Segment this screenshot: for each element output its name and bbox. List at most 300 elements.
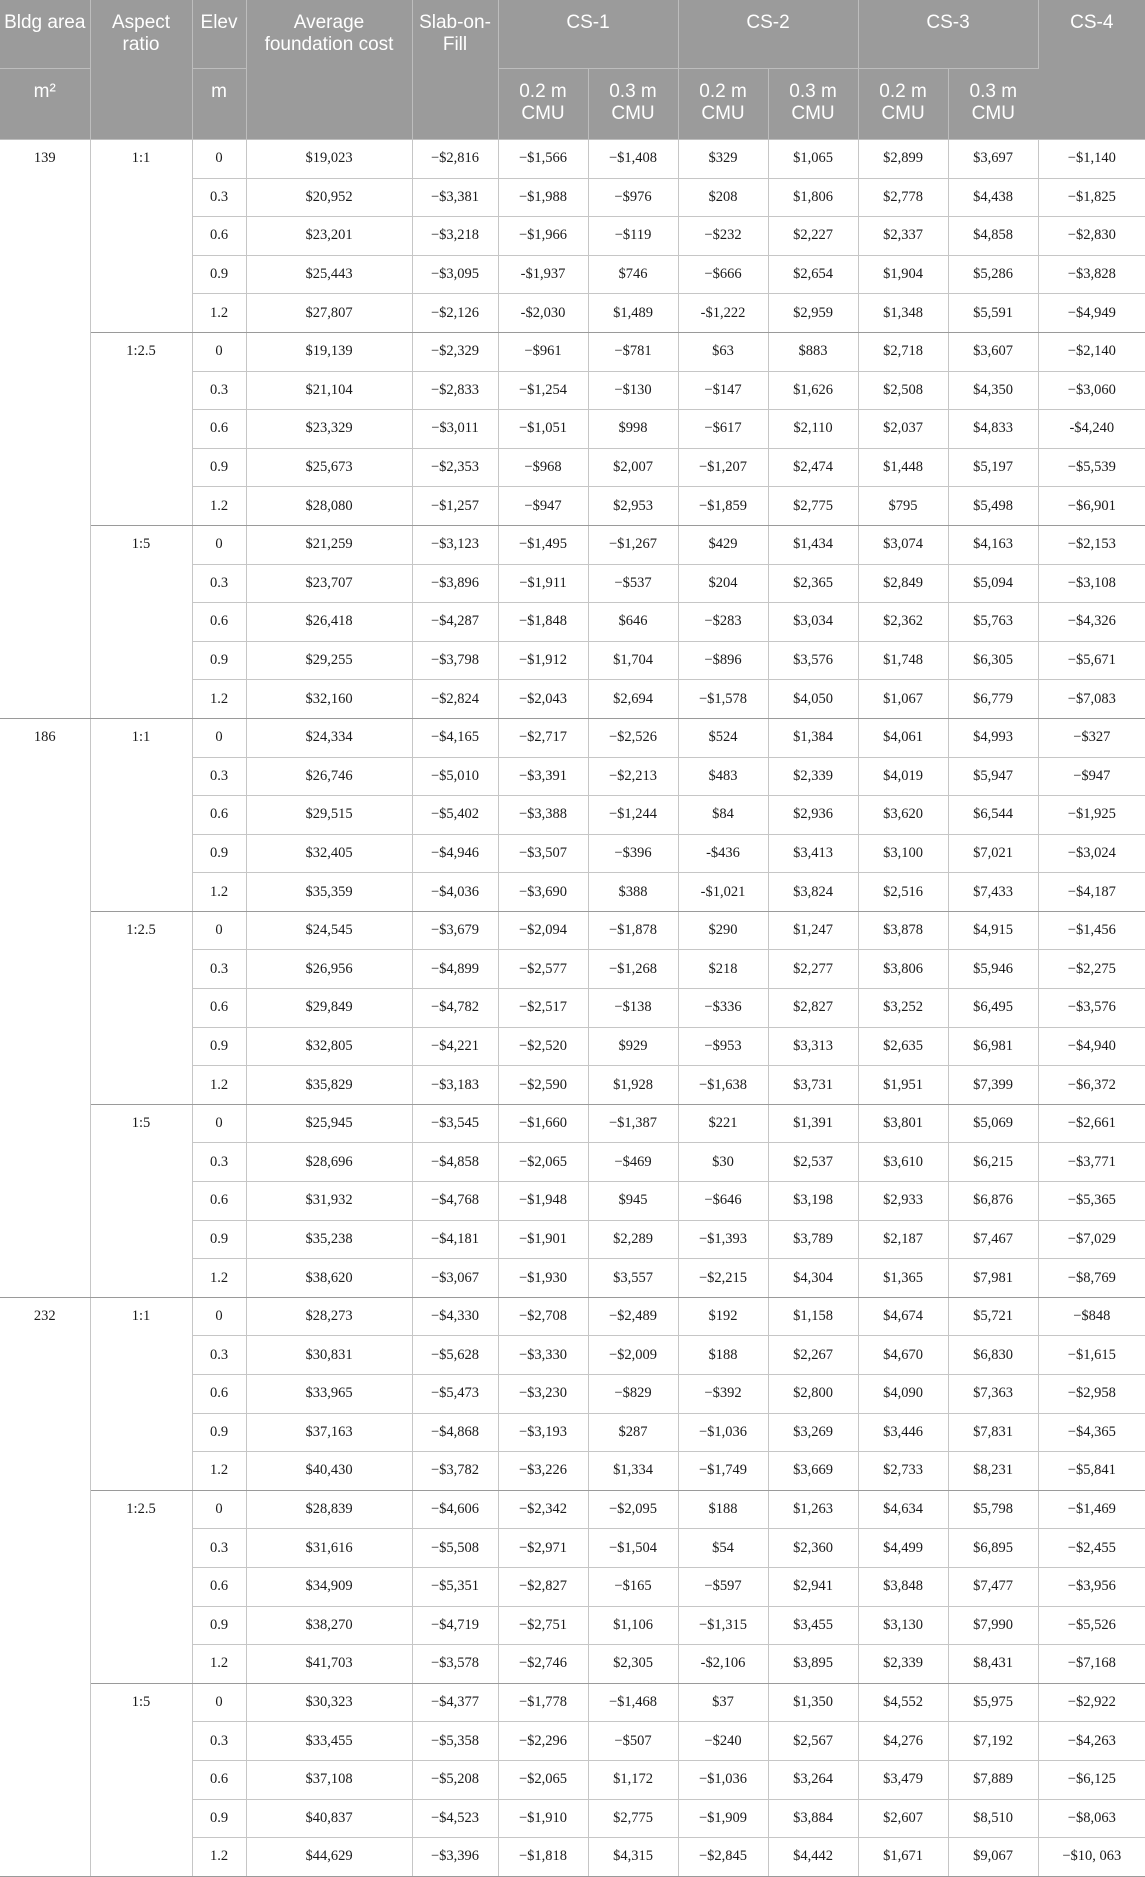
cell-cs4: −$3,828	[1038, 255, 1145, 294]
cell-cs4: −$8,769	[1038, 1259, 1145, 1298]
cell-cs1-02: −$3,193	[498, 1413, 588, 1452]
cell-cs1-03: −$2,095	[588, 1490, 678, 1529]
cell-cs1-03: $2,775	[588, 1799, 678, 1838]
cell-cs1-02: −$2,094	[498, 911, 588, 950]
cell-cs3-03: $4,993	[948, 718, 1038, 757]
cell-elev: 0.3	[192, 178, 246, 217]
cell-cs2-02: −$1,909	[678, 1799, 768, 1838]
cell-elev: 0.6	[192, 796, 246, 835]
cell-cs4: −$2,275	[1038, 950, 1145, 989]
cell-cs4: −$7,083	[1038, 680, 1145, 719]
cell-cs2-02: $221	[678, 1104, 768, 1143]
cell-cs3-02: $2,607	[858, 1799, 948, 1838]
cell-cs1-02: −$1,930	[498, 1259, 588, 1298]
cell-aspect-ratio: 1:2.5	[90, 911, 192, 1104]
cell-cs3-03: $4,163	[948, 525, 1038, 564]
cell-cs1-02: −$3,391	[498, 757, 588, 796]
cell-cs3-03: $7,363	[948, 1375, 1038, 1414]
cell-cs2-03: $1,247	[768, 911, 858, 950]
cell-aspect-ratio: 1:1	[90, 718, 192, 911]
cell-average-cost: $29,515	[246, 796, 412, 835]
cell-slab-on-fill: −$3,396	[412, 1838, 498, 1877]
cell-cs1-02: −$2,746	[498, 1645, 588, 1684]
cell-cs3-03: $6,981	[948, 1027, 1038, 1066]
cell-cs4: −$5,841	[1038, 1452, 1145, 1491]
cell-cs1-02: −$1,948	[498, 1182, 588, 1221]
cell-elev: 1.2	[192, 1066, 246, 1105]
table-header	[0, 0, 1145, 140]
cell-elev: 0.3	[192, 1336, 246, 1375]
table-row	[0, 718, 1145, 757]
cell-cs3-03: $8,431	[948, 1645, 1038, 1684]
cell-elev: 0.9	[192, 1799, 246, 1838]
cell-cs3-02: $795	[858, 487, 948, 526]
cell-cs1-03: −$1,878	[588, 911, 678, 950]
cell-cs1-03: −$1,408	[588, 140, 678, 179]
cell-average-cost: $28,080	[246, 487, 412, 526]
cell-cs3-03: $6,305	[948, 641, 1038, 680]
cell-cs1-02: −$2,827	[498, 1567, 588, 1606]
cell-cs2-03: $3,413	[768, 834, 858, 873]
cell-elev: 1.2	[192, 294, 246, 333]
cell-average-cost: $33,455	[246, 1722, 412, 1761]
cell-slab-on-fill: −$5,208	[412, 1760, 498, 1799]
cell-cs1-03: −$2,009	[588, 1336, 678, 1375]
table-row	[0, 1490, 1145, 1529]
cell-aspect-ratio: 1:2.5	[90, 1490, 192, 1683]
cell-slab-on-fill: −$3,067	[412, 1259, 498, 1298]
cell-aspect-ratio: 1:1	[90, 1297, 192, 1490]
cell-elev: 1.2	[192, 680, 246, 719]
cell-average-cost: $25,945	[246, 1104, 412, 1143]
cell-cs4: −$2,140	[1038, 332, 1145, 371]
cell-slab-on-fill: −$3,183	[412, 1066, 498, 1105]
cell-cs2-02: −$1,859	[678, 487, 768, 526]
cell-cs1-02: −$3,230	[498, 1375, 588, 1414]
cell-cs1-03: $1,172	[588, 1760, 678, 1799]
cell-cs3-03: $7,467	[948, 1220, 1038, 1259]
cell-cs3-02: $2,337	[858, 217, 948, 256]
cell-average-cost: $28,696	[246, 1143, 412, 1182]
cell-cs3-03: $8,231	[948, 1452, 1038, 1491]
header-cs4: CS-4	[1038, 0, 1145, 140]
header-cs3-cmu-02: 0.2 m CMU	[858, 69, 948, 140]
header-elev: Elev	[192, 0, 246, 69]
cell-cs3-03: $6,544	[948, 796, 1038, 835]
cell-cs3-03: $7,477	[948, 1567, 1038, 1606]
cell-cs3-03: $5,591	[948, 294, 1038, 333]
cell-average-cost: $19,139	[246, 332, 412, 371]
cell-cs2-03: $3,669	[768, 1452, 858, 1491]
cell-cs1-02: −$2,065	[498, 1760, 588, 1799]
header-unit-elev: m	[192, 69, 246, 140]
cell-cs3-02: $1,348	[858, 294, 948, 333]
cell-slab-on-fill: −$5,402	[412, 796, 498, 835]
cell-cs1-03: −$1,244	[588, 796, 678, 835]
cell-cs1-02: −$2,751	[498, 1606, 588, 1645]
cell-cs3-03: $5,798	[948, 1490, 1038, 1529]
cell-cs1-02: -$1,937	[498, 255, 588, 294]
cell-average-cost: $44,629	[246, 1838, 412, 1877]
cell-cs1-02: −$1,818	[498, 1838, 588, 1877]
cell-cs3-02: $1,951	[858, 1066, 948, 1105]
table-row	[0, 525, 1145, 564]
cell-cs1-02: −$1,660	[498, 1104, 588, 1143]
cell-average-cost: $32,805	[246, 1027, 412, 1066]
cell-cs3-02: $3,620	[858, 796, 948, 835]
cell-cs4: −$6,125	[1038, 1760, 1145, 1799]
cell-cs2-03: $3,895	[768, 1645, 858, 1684]
cell-cs2-03: $1,158	[768, 1297, 858, 1336]
cell-slab-on-fill: −$4,768	[412, 1182, 498, 1221]
cell-cs4: −$2,455	[1038, 1529, 1145, 1568]
cell-cs3-02: $2,508	[858, 371, 948, 410]
cell-cs2-03: $2,800	[768, 1375, 858, 1414]
cell-slab-on-fill: −$4,946	[412, 834, 498, 873]
cell-cs1-02: −$2,065	[498, 1143, 588, 1182]
cell-cs2-03: $1,806	[768, 178, 858, 217]
cell-slab-on-fill: −$2,126	[412, 294, 498, 333]
cell-elev: 0.9	[192, 448, 246, 487]
cell-cs2-02: $524	[678, 718, 768, 757]
cell-average-cost: $31,616	[246, 1529, 412, 1568]
table-row	[0, 911, 1145, 950]
cell-average-cost: $37,108	[246, 1760, 412, 1799]
cell-slab-on-fill: −$4,782	[412, 989, 498, 1028]
cell-cs2-03: $2,654	[768, 255, 858, 294]
cell-cs4: −$8,063	[1038, 1799, 1145, 1838]
cell-cs2-02: −$666	[678, 255, 768, 294]
cell-cs4: −$1,615	[1038, 1336, 1145, 1375]
cell-cs4: −$3,108	[1038, 564, 1145, 603]
cell-elev: 0.6	[192, 1760, 246, 1799]
cell-average-cost: $32,405	[246, 834, 412, 873]
cell-cs4: −$1,825	[1038, 178, 1145, 217]
cell-cs1-03: $1,928	[588, 1066, 678, 1105]
cell-cs3-03: $6,830	[948, 1336, 1038, 1375]
cell-average-cost: $23,201	[246, 217, 412, 256]
cell-cs4: −$4,263	[1038, 1722, 1145, 1761]
cell-cs3-03: $4,833	[948, 410, 1038, 449]
cell-cs2-02: $204	[678, 564, 768, 603]
cell-cs1-02: −$2,577	[498, 950, 588, 989]
cell-cs1-03: $1,106	[588, 1606, 678, 1645]
cell-slab-on-fill: −$4,221	[412, 1027, 498, 1066]
cell-cs2-03: $3,198	[768, 1182, 858, 1221]
cell-cs1-03: $4,315	[588, 1838, 678, 1877]
cell-cs2-03: $4,050	[768, 680, 858, 719]
cell-cs1-02: −$1,566	[498, 140, 588, 179]
cell-cs3-02: $2,899	[858, 140, 948, 179]
cell-slab-on-fill: −$2,833	[412, 371, 498, 410]
cell-average-cost: $28,273	[246, 1297, 412, 1336]
cell-slab-on-fill: −$5,508	[412, 1529, 498, 1568]
cell-cs1-03: −$507	[588, 1722, 678, 1761]
cell-elev: 0.9	[192, 1606, 246, 1645]
cell-cs1-03: $1,489	[588, 294, 678, 333]
cell-elev: 0	[192, 525, 246, 564]
cell-cs2-03: $2,277	[768, 950, 858, 989]
cell-elev: 1.2	[192, 1452, 246, 1491]
cell-cs2-02: −$597	[678, 1567, 768, 1606]
cell-cs2-02: $208	[678, 178, 768, 217]
cell-average-cost: $26,956	[246, 950, 412, 989]
cell-cs1-02: −$2,296	[498, 1722, 588, 1761]
cell-cs1-03: $1,704	[588, 641, 678, 680]
cell-slab-on-fill: −$5,351	[412, 1567, 498, 1606]
cell-slab-on-fill: −$3,381	[412, 178, 498, 217]
cell-cs3-02: $3,074	[858, 525, 948, 564]
cell-cs4: −$5,365	[1038, 1182, 1145, 1221]
cell-cs2-03: $3,455	[768, 1606, 858, 1645]
cell-cs1-03: −$1,504	[588, 1529, 678, 1568]
cell-cs1-02: −$2,708	[498, 1297, 588, 1336]
header-bldg-area: Bldg area	[0, 0, 90, 69]
cell-cs2-03: $3,824	[768, 873, 858, 912]
cell-cs3-03: $6,876	[948, 1182, 1038, 1221]
cell-elev: 0.6	[192, 603, 246, 642]
cell-cs4: −$4,365	[1038, 1413, 1145, 1452]
cell-average-cost: $23,707	[246, 564, 412, 603]
cell-cs2-03: $3,884	[768, 1799, 858, 1838]
cell-cs4: −$3,576	[1038, 989, 1145, 1028]
cell-average-cost: $19,023	[246, 140, 412, 179]
cell-cs3-03: $7,021	[948, 834, 1038, 873]
cell-cs2-02: $483	[678, 757, 768, 796]
cell-cs1-02: −$961	[498, 332, 588, 371]
cell-elev: 0.9	[192, 255, 246, 294]
cell-cs3-03: $5,975	[948, 1683, 1038, 1722]
cell-cs2-02: $192	[678, 1297, 768, 1336]
cell-cs2-03: $883	[768, 332, 858, 371]
cell-cs2-02: $429	[678, 525, 768, 564]
cell-cs1-03: $2,007	[588, 448, 678, 487]
cell-average-cost: $35,359	[246, 873, 412, 912]
cell-cs1-02: −$1,495	[498, 525, 588, 564]
cell-cs1-02: −$2,043	[498, 680, 588, 719]
cell-elev: 0.9	[192, 1220, 246, 1259]
cell-cs4: −$3,024	[1038, 834, 1145, 873]
cell-cs2-02: −$1,036	[678, 1413, 768, 1452]
cell-aspect-ratio: 1:5	[90, 1683, 192, 1876]
cell-average-cost: $38,620	[246, 1259, 412, 1298]
cell-cs4: −$2,922	[1038, 1683, 1145, 1722]
header-cs2-cmu-02: 0.2 m CMU	[678, 69, 768, 140]
cell-elev: 1.2	[192, 1259, 246, 1298]
header-slab-on-fill: Slab-on-Fill	[412, 0, 498, 140]
cell-cs2-03: $2,936	[768, 796, 858, 835]
cell-slab-on-fill: −$4,181	[412, 1220, 498, 1259]
cell-cs1-02: −$1,911	[498, 564, 588, 603]
cell-cs1-02: −$1,051	[498, 410, 588, 449]
cell-cs2-03: $2,365	[768, 564, 858, 603]
cell-cs4: −$7,029	[1038, 1220, 1145, 1259]
header-cs1: CS-1	[498, 0, 678, 69]
cell-slab-on-fill: −$5,473	[412, 1375, 498, 1414]
cell-slab-on-fill: −$4,036	[412, 873, 498, 912]
cell-cs2-02: $188	[678, 1490, 768, 1529]
cell-cs2-02: $218	[678, 950, 768, 989]
cell-cs3-03: $3,697	[948, 140, 1038, 179]
cell-cs4: −$6,901	[1038, 487, 1145, 526]
cell-cs2-03: $1,263	[768, 1490, 858, 1529]
cell-cs2-03: $1,065	[768, 140, 858, 179]
cell-cs4: −$1,925	[1038, 796, 1145, 835]
cell-cs2-03: $3,576	[768, 641, 858, 680]
cell-cs2-03: $2,567	[768, 1722, 858, 1761]
cell-elev: 0	[192, 1490, 246, 1529]
table-row	[0, 1104, 1145, 1143]
cell-cs4: -$4,240	[1038, 410, 1145, 449]
cell-cs2-02: −$240	[678, 1722, 768, 1761]
cell-cs2-03: $2,941	[768, 1567, 858, 1606]
cell-average-cost: $33,965	[246, 1375, 412, 1414]
cell-average-cost: $30,831	[246, 1336, 412, 1375]
cell-average-cost: $40,837	[246, 1799, 412, 1838]
cell-cs3-02: $2,635	[858, 1027, 948, 1066]
cell-cs3-03: $4,350	[948, 371, 1038, 410]
cell-cs3-02: $1,671	[858, 1838, 948, 1877]
cell-aspect-ratio: 1:1	[90, 140, 192, 333]
cell-cs2-03: $1,384	[768, 718, 858, 757]
cell-slab-on-fill: −$4,868	[412, 1413, 498, 1452]
cell-cs1-03: −$1,267	[588, 525, 678, 564]
cell-cs3-03: $6,779	[948, 680, 1038, 719]
table-row	[0, 332, 1145, 371]
cell-cs3-02: $2,778	[858, 178, 948, 217]
cell-cs1-03: $646	[588, 603, 678, 642]
cell-cs2-02: $37	[678, 1683, 768, 1722]
cell-cs1-03: −$119	[588, 217, 678, 256]
cell-slab-on-fill: −$5,010	[412, 757, 498, 796]
cell-average-cost: $41,703	[246, 1645, 412, 1684]
cell-cs2-02: −$232	[678, 217, 768, 256]
cell-cs2-03: $3,789	[768, 1220, 858, 1259]
cell-slab-on-fill: −$3,095	[412, 255, 498, 294]
cell-slab-on-fill: −$4,377	[412, 1683, 498, 1722]
cell-cs2-03: $4,304	[768, 1259, 858, 1298]
cell-cs2-03: $2,959	[768, 294, 858, 333]
cell-elev: 0.3	[192, 1143, 246, 1182]
cell-slab-on-fill: −$3,011	[412, 410, 498, 449]
cell-cs3-02: $2,933	[858, 1182, 948, 1221]
cell-cs3-02: $1,448	[858, 448, 948, 487]
cell-cs1-03: −$2,213	[588, 757, 678, 796]
cell-cs2-02: −$392	[678, 1375, 768, 1414]
cell-cs4: −$10, 063	[1038, 1838, 1145, 1877]
cell-average-cost: $27,807	[246, 294, 412, 333]
cell-cs3-03: $7,889	[948, 1760, 1038, 1799]
cell-average-cost: $26,746	[246, 757, 412, 796]
cell-slab-on-fill: −$4,523	[412, 1799, 498, 1838]
cell-cs4: −$2,153	[1038, 525, 1145, 564]
cell-cs4: −$1,469	[1038, 1490, 1145, 1529]
cell-cs1-03: $388	[588, 873, 678, 912]
cell-cs2-02: $84	[678, 796, 768, 835]
cell-cs3-02: $3,100	[858, 834, 948, 873]
cell-cs3-02: $3,446	[858, 1413, 948, 1452]
cell-cs4: −$4,326	[1038, 603, 1145, 642]
cell-cs3-02: $1,904	[858, 255, 948, 294]
cell-cs3-03: $5,763	[948, 603, 1038, 642]
cell-elev: 0.3	[192, 1722, 246, 1761]
cell-cs3-02: $3,130	[858, 1606, 948, 1645]
cell-average-cost: $28,839	[246, 1490, 412, 1529]
cell-cs2-03: $1,626	[768, 371, 858, 410]
cell-cs1-02: −$1,848	[498, 603, 588, 642]
cell-elev: 1.2	[192, 1645, 246, 1684]
cell-cs2-02: -$1,021	[678, 873, 768, 912]
cell-cs1-02: −$2,342	[498, 1490, 588, 1529]
cell-cs3-03: $5,947	[948, 757, 1038, 796]
cell-cs1-02: −$968	[498, 448, 588, 487]
cell-elev: 0	[192, 1297, 246, 1336]
cell-cs1-03: −$130	[588, 371, 678, 410]
cell-elev: 0.9	[192, 1413, 246, 1452]
cell-elev: 0.3	[192, 564, 246, 603]
cell-cs1-03: −$1,268	[588, 950, 678, 989]
cell-slab-on-fill: −$2,353	[412, 448, 498, 487]
cell-cs2-02: $290	[678, 911, 768, 950]
cell-cs2-03: $2,339	[768, 757, 858, 796]
cell-elev: 0	[192, 1104, 246, 1143]
cell-cs3-03: $6,215	[948, 1143, 1038, 1182]
cell-cs1-03: −$1,387	[588, 1104, 678, 1143]
cell-cs4: −$1,456	[1038, 911, 1145, 950]
cell-cs2-03: $3,269	[768, 1413, 858, 1452]
cell-cs4: −$3,956	[1038, 1567, 1145, 1606]
cell-cs4: −$4,187	[1038, 873, 1145, 912]
cell-cs2-03: $1,350	[768, 1683, 858, 1722]
cell-cs3-02: $2,037	[858, 410, 948, 449]
cell-cs4: −$1,140	[1038, 140, 1145, 179]
cell-elev: 0	[192, 718, 246, 757]
cell-cs1-02: −$3,507	[498, 834, 588, 873]
cell-slab-on-fill: −$4,719	[412, 1606, 498, 1645]
cell-cs1-02: −$2,717	[498, 718, 588, 757]
cell-cs3-02: $2,187	[858, 1220, 948, 1259]
cell-elev: 1.2	[192, 1838, 246, 1877]
cell-slab-on-fill: −$2,824	[412, 680, 498, 719]
cell-cs4: −$848	[1038, 1297, 1145, 1336]
cell-elev: 0	[192, 1683, 246, 1722]
cell-bldg-area: 232	[0, 1297, 90, 1876]
cell-cs1-03: −$469	[588, 1143, 678, 1182]
cell-aspect-ratio: 1:2.5	[90, 332, 192, 525]
cell-cs2-02: −$1,036	[678, 1760, 768, 1799]
cell-cs3-03: $5,286	[948, 255, 1038, 294]
cell-slab-on-fill: −$3,679	[412, 911, 498, 950]
cell-cs1-03: $287	[588, 1413, 678, 1452]
cell-cs1-02: −$1,910	[498, 1799, 588, 1838]
cell-cs2-03: $4,442	[768, 1838, 858, 1877]
cell-slab-on-fill: −$4,165	[412, 718, 498, 757]
cell-cs3-03: $5,498	[948, 487, 1038, 526]
cell-cs2-02: −$1,638	[678, 1066, 768, 1105]
cell-cs4: −$5,539	[1038, 448, 1145, 487]
cell-cs1-03: $2,289	[588, 1220, 678, 1259]
cell-average-cost: $30,323	[246, 1683, 412, 1722]
cell-cs1-02: −$947	[498, 487, 588, 526]
cell-cs3-02: $4,674	[858, 1297, 948, 1336]
cell-cs4: −$3,060	[1038, 371, 1145, 410]
cell-average-cost: $29,255	[246, 641, 412, 680]
cell-elev: 0.6	[192, 1182, 246, 1221]
cell-cs1-02: −$2,520	[498, 1027, 588, 1066]
cell-elev: 0.9	[192, 1027, 246, 1066]
cell-cs1-02: -$2,030	[498, 294, 588, 333]
cell-cs2-03: $2,360	[768, 1529, 858, 1568]
